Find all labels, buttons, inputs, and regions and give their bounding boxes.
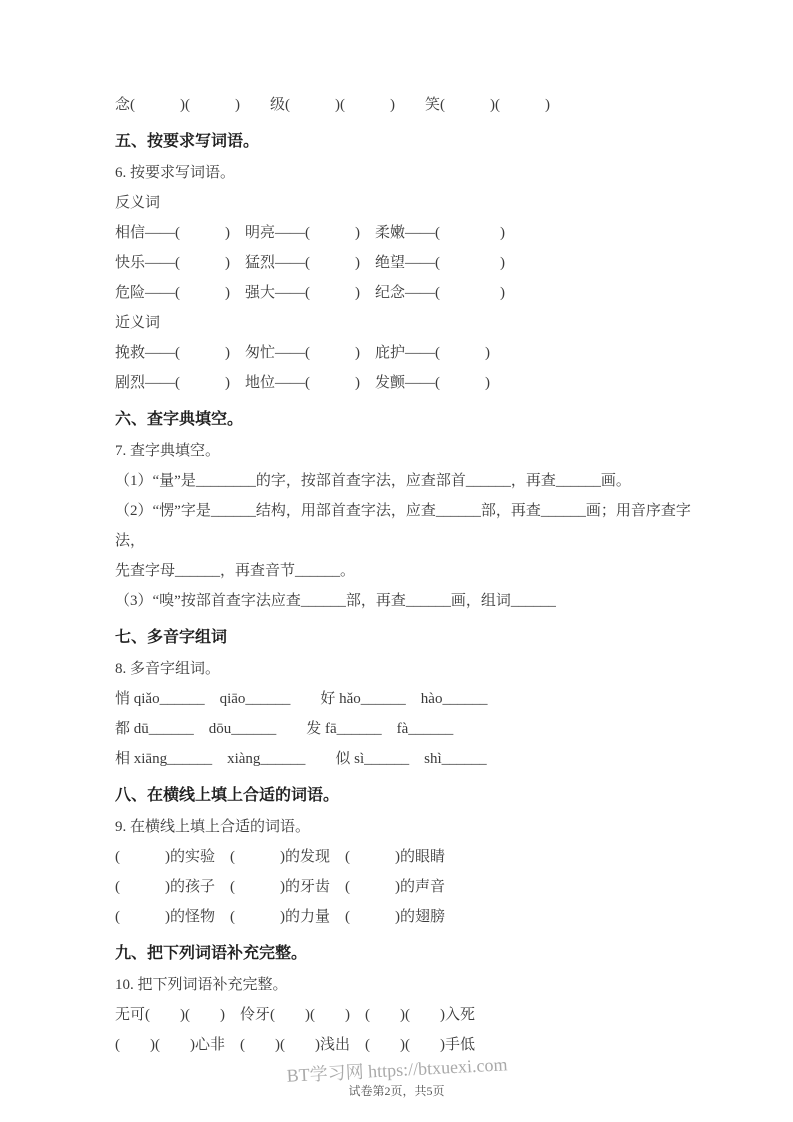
polyphone-row: 悄 qiǎo______ qiāo______ 好 hǎo______ hào______	[115, 691, 488, 707]
fill-word-row: ( )的孩子 ( )的牙齿 ( )的声音	[115, 879, 445, 895]
section-7-heading: 七、多音字组词	[115, 629, 228, 646]
section-7	[115, 622, 693, 774]
exercise-6-title: 6. 按要求写词语。	[115, 165, 236, 181]
fill-word-row: ( )的怪物 ( )的力量 ( )的翅膀	[115, 909, 445, 925]
fill-word-row: ( )的实验 ( )的发现 ( )的眼睛	[115, 849, 445, 865]
exercise-9-title: 9. 在横线上填上合适的词语。	[115, 819, 311, 835]
section-6	[115, 404, 693, 616]
antonym-row: 相信——( ) 明亮——( ) 柔嫩——( )	[115, 225, 505, 241]
section-5-heading: 五、按要求写词语。	[115, 133, 260, 150]
idiom-completion-row: 无可( )( ) 伶牙( )( ) ( )( )入死	[115, 1007, 475, 1023]
antonym-row: 快乐——( ) 猛烈——( ) 绝望——( )	[115, 255, 505, 271]
section-6-heading: 六、查字典填空。	[115, 411, 244, 428]
antonym-row: 危险——( ) 强大——( ) 纪念——( )	[115, 285, 505, 301]
dictionary-question-3: （3）“嗅”按部首查字法应查______部，再查______画，组词______	[115, 593, 556, 609]
synonym-row: 挽救——( ) 匆忙——( ) 庇护——( )	[115, 345, 490, 361]
exercise-10-title: 10. 把下列词语补充完整。	[115, 977, 288, 993]
exercise-7-title: 7. 查字典填空。	[115, 443, 221, 459]
section-5	[115, 126, 693, 398]
section-8-heading: 八、在横线上填上合适的词语。	[115, 787, 340, 804]
dictionary-question-2-cont: 先查字母______，再查音节______。	[115, 563, 356, 579]
watermark-text: BT学习网 https://btxuexi.com	[285, 1054, 508, 1086]
section-9	[115, 938, 693, 1060]
synonyms-label: 近义词	[115, 315, 161, 331]
dictionary-question-2: （2）“愣”字是______结构，用部首查字法，应查______部，再查______画；用音序查字法，	[115, 503, 691, 549]
antonyms-label: 反义词	[115, 195, 161, 211]
dictionary-question-1: （1）“量”是________的字，按部首查字法，应查部首______，再查______画。	[115, 473, 631, 489]
polyphone-row: 都 dū______ dōu______ 发 fā______ fà______	[115, 721, 454, 737]
polyphone-row: 相 xiāng______ xiàng______ 似 sì______ shì______	[115, 751, 487, 767]
section-9-heading: 九、把下列词语补充完整。	[115, 945, 308, 962]
exercise-8-title: 8. 多音字组词。	[115, 661, 221, 677]
section-8	[115, 780, 693, 932]
idiom-completion-row: ( )( )心非 ( )( )浅出 ( )( )手低	[115, 1037, 475, 1053]
page-number-footer: 试卷第2页，共5页	[348, 1084, 445, 1098]
synonym-row: 剧烈——( ) 地位——( ) 发颤——( )	[115, 375, 490, 391]
carryover-answers-line: 念( )( ) 级( )( ) 笑( )( )	[115, 97, 550, 113]
